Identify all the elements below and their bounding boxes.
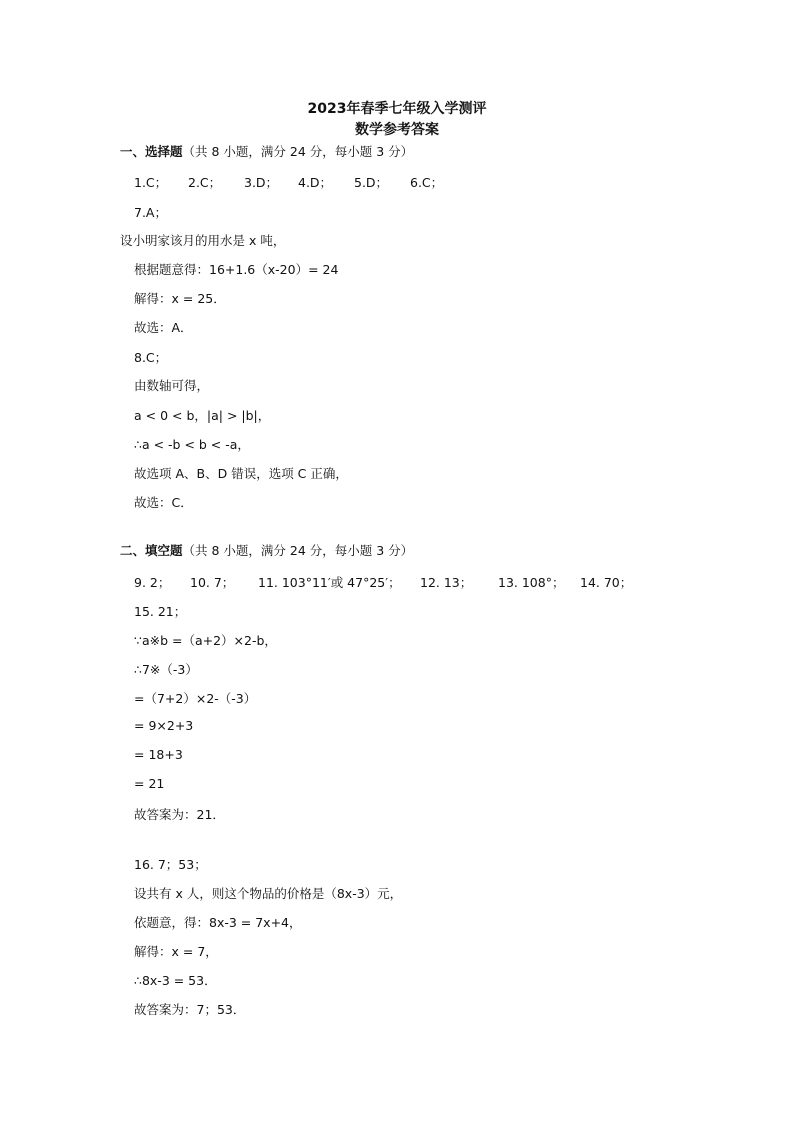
q8-solution-line: a < 0 < b，|a| > |b|， <box>134 408 271 423</box>
q15-solution-line: = 18+3 <box>134 747 183 762</box>
mc-answer: 3.D； <box>244 175 279 190</box>
q8-solution-line: 由数轴可得， <box>134 378 210 393</box>
q16-solution-line: ∴8x-3 = 53． <box>134 973 217 988</box>
section1-title: 一、选择题 <box>120 144 183 159</box>
section1-heading <box>120 142 413 160</box>
section2-title: 二、填空题 <box>120 543 183 558</box>
q7-solution-line: 设小明家该月的用水是 x 吨， <box>120 233 286 248</box>
q7-solution-line: 解得：x = 25． <box>134 291 226 306</box>
section2-note: （共 8 小题，满分 24 分，每小题 3 分） <box>182 543 414 558</box>
q16-answer: 16. 7；53； <box>134 857 207 872</box>
q8-solution-line: ∴a < -b < b < -a， <box>134 437 250 452</box>
q7-solution-line: 根据题意得：16+1.6（x-20）= 24 <box>134 262 339 277</box>
mc-answer: 6.C； <box>410 175 444 190</box>
q16-solution-line: 设共有 x 人，则这个物品的价格是（8x-3）元， <box>134 886 403 901</box>
fill-answer: 14. 70； <box>580 575 633 590</box>
fill-answer: 11. 103°11′或 47°25′； <box>258 575 401 590</box>
page-title: 2023年春季七年级入学测评 <box>307 101 487 117</box>
q8-answer: 8.C； <box>134 350 168 365</box>
q16-solution-line: 解得：x = 7， <box>134 944 218 959</box>
page-subtitle: 数学参考答案 <box>355 122 439 138</box>
mc-answer: 2.C； <box>188 175 222 190</box>
q15-solution-line: =（7+2）×2-（-3） <box>134 691 257 706</box>
q16-solution-line: 依题意，得：8x-3 = 7x+4， <box>134 915 302 930</box>
fill-answer: 10. 7； <box>190 575 235 590</box>
section2-heading <box>120 541 413 559</box>
q7-answer: 7.A； <box>134 205 167 220</box>
mc-answer: 5.D； <box>354 175 389 190</box>
section1-note: （共 8 小题，满分 24 分，每小题 3 分） <box>182 144 414 159</box>
q15-solution-line: ∵a※b =（a+2）×2-b， <box>134 633 277 648</box>
fill-answer: 12. 13； <box>420 575 473 590</box>
q8-solution-line: 故选项 A、B、D 错误，选项 C 正确， <box>134 466 348 481</box>
fill-answer: 9. 2； <box>134 575 171 590</box>
q7-solution-line: 故选：A． <box>134 320 193 335</box>
q15-solution-line: = 9×2+3 <box>134 718 194 733</box>
fill-answer: 13. 108°； <box>498 575 565 590</box>
q16-solution-line: 故答案为：7；53． <box>134 1002 246 1017</box>
q15-solution-line: ∴7※（-3） <box>134 662 198 677</box>
q15-solution-line: 故答案为：21． <box>134 807 225 822</box>
q15-solution-line: = 21 <box>134 776 165 791</box>
q15-answer: 15. 21； <box>134 604 187 619</box>
mc-answer: 4.D； <box>298 175 333 190</box>
mc-answer: 1.C； <box>134 175 168 190</box>
q8-solution-line: 故选：C． <box>134 495 193 510</box>
